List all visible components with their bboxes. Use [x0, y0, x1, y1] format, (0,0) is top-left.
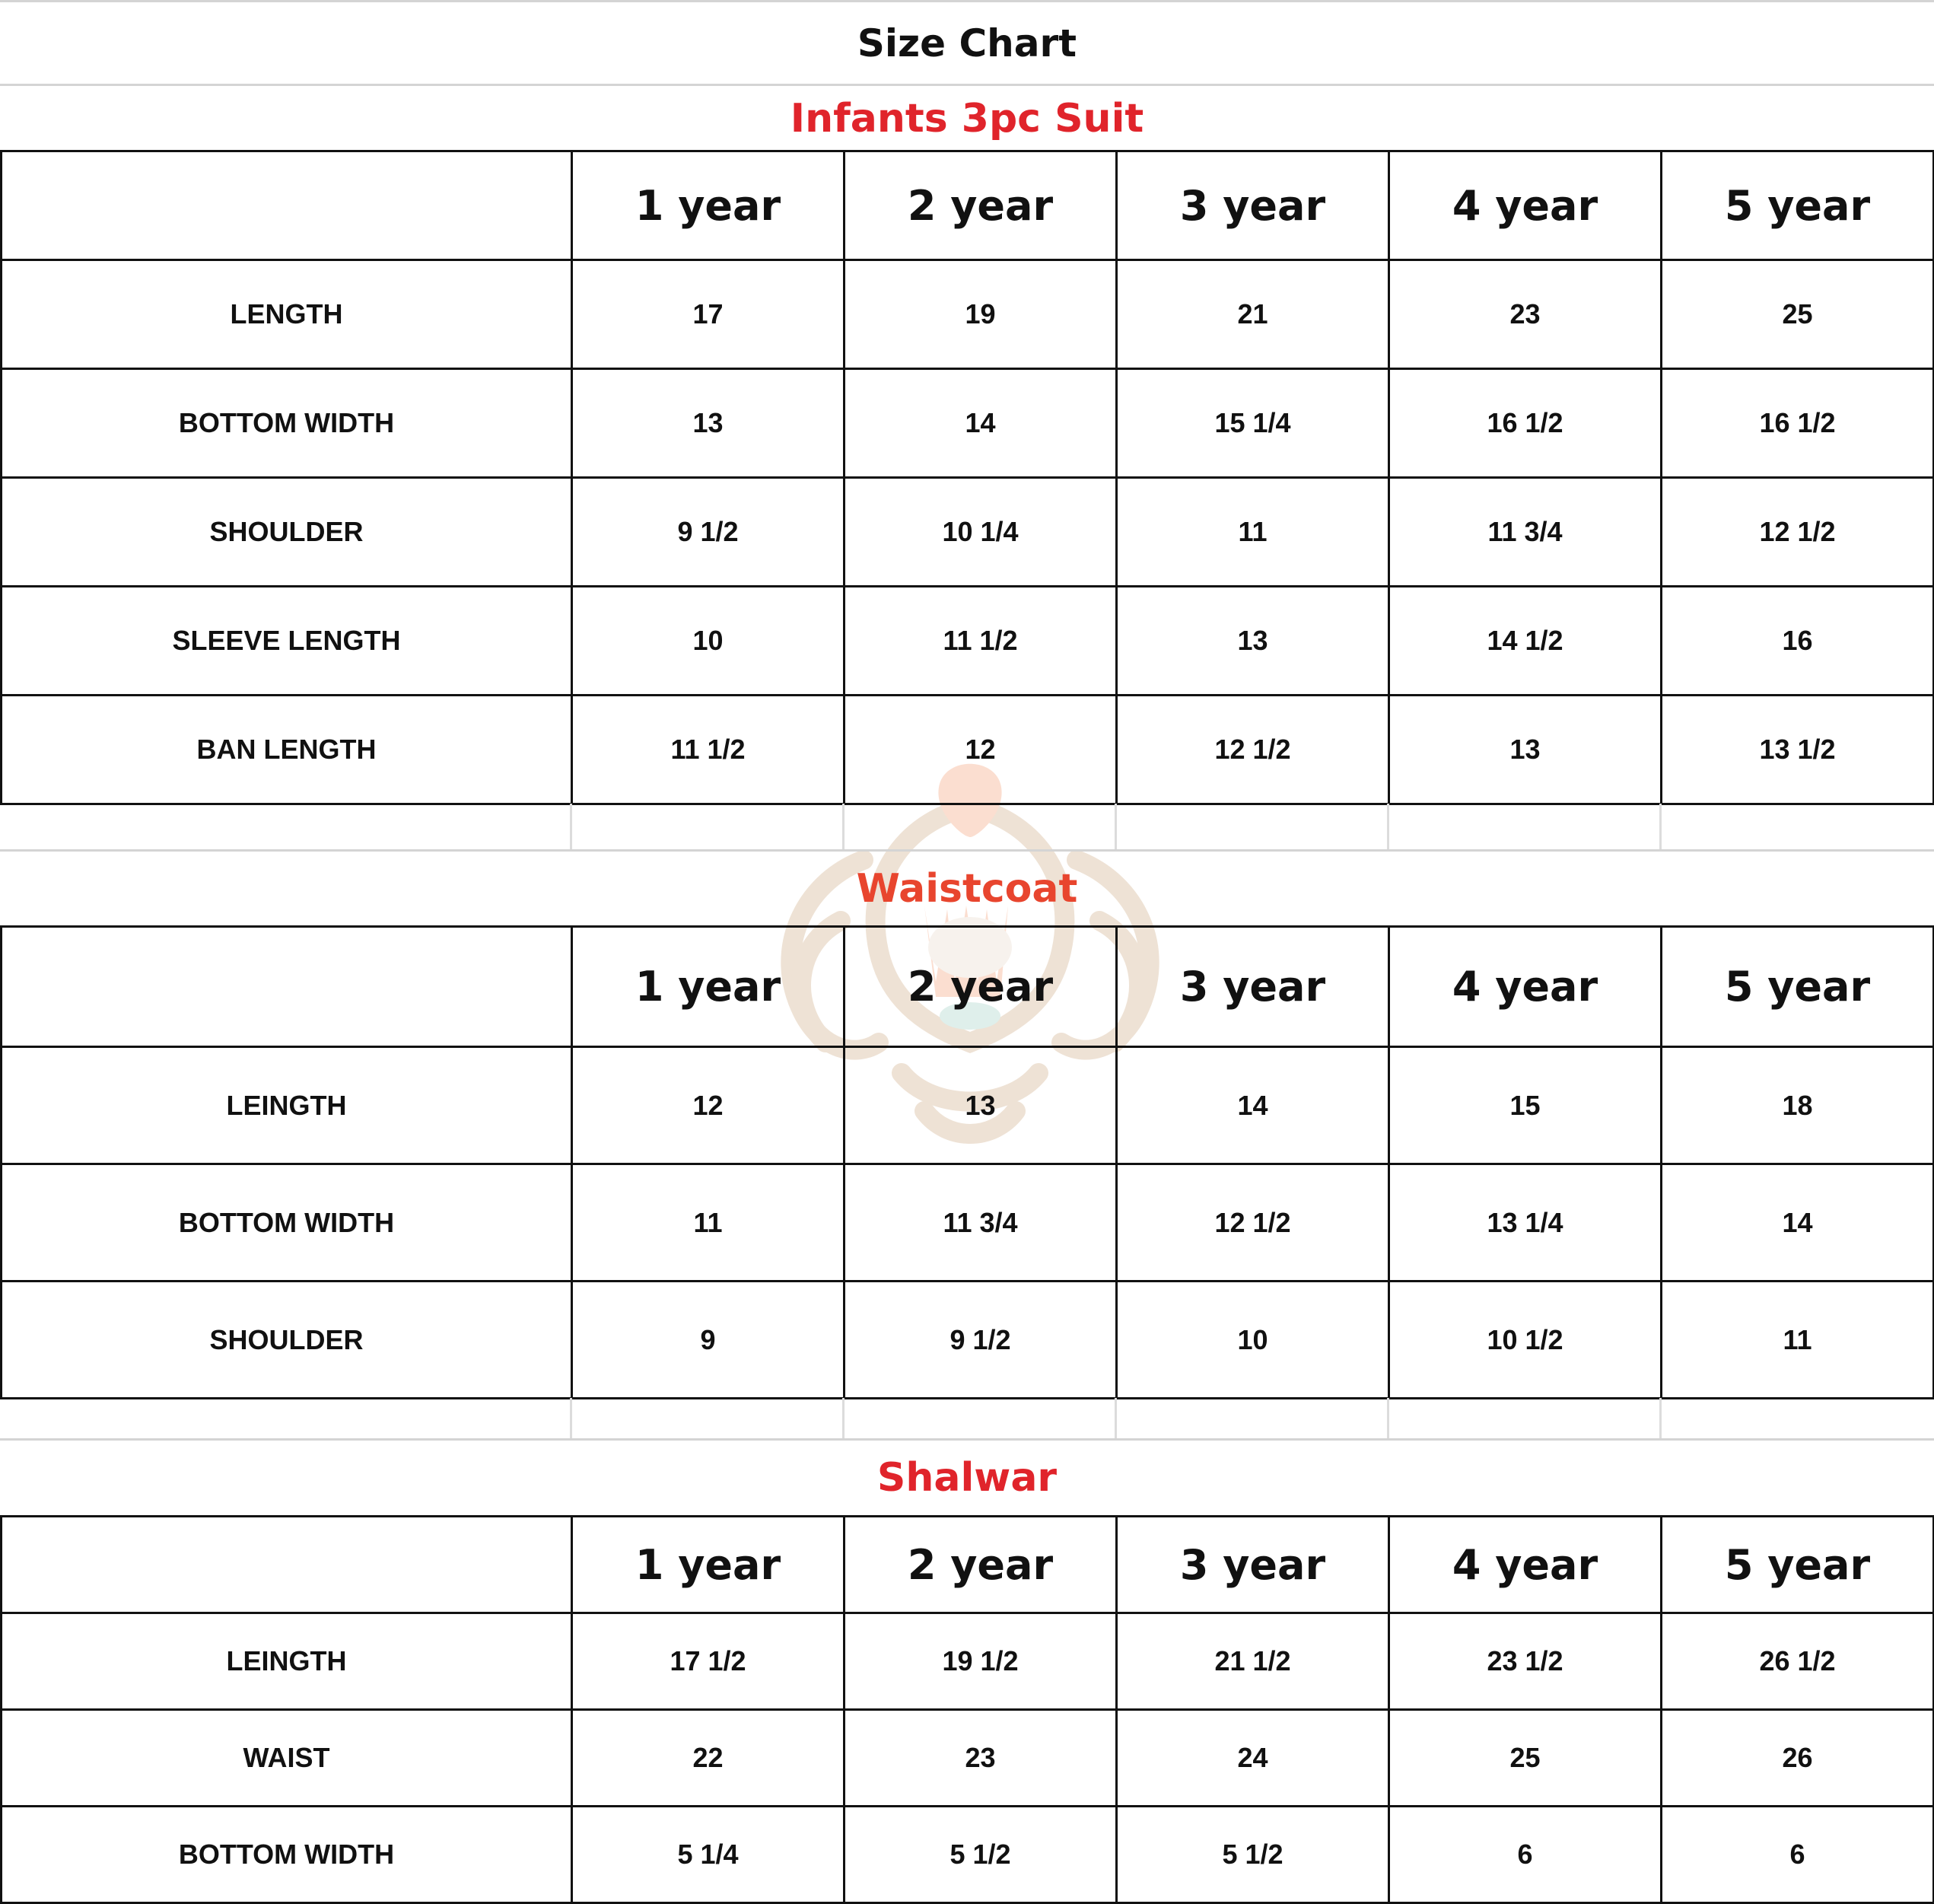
size-value: 16 [1662, 587, 1934, 696]
size-value: 11 [572, 1164, 845, 1282]
column-header: 2 year [845, 927, 1117, 1047]
column-header: 4 year [1389, 1517, 1662, 1613]
table-row [2, 1710, 1934, 1807]
size-value: 25 [1389, 1710, 1662, 1807]
size-value: 9 1/2 [572, 478, 845, 587]
size-value: 13 1/4 [1389, 1164, 1662, 1282]
waistcoat-size-table [0, 925, 1934, 1399]
spacer-row [0, 804, 1934, 849]
section-title-row-infants [0, 86, 1934, 151]
size-value: 13 [1117, 587, 1389, 696]
size-value: 10 1/2 [1389, 1282, 1662, 1399]
table-row [2, 587, 1934, 696]
column-header: 1 year [572, 151, 845, 260]
size-value: 16 1/2 [1662, 369, 1934, 478]
size-value: 15 1/4 [1117, 369, 1389, 478]
table-header-row [2, 927, 1934, 1047]
size-value: 13 [845, 1047, 1117, 1164]
column-header: 5 year [1662, 927, 1934, 1047]
column-header: 3 year [1117, 151, 1389, 260]
size-value: 23 [845, 1710, 1117, 1807]
size-value: 11 3/4 [1389, 478, 1662, 587]
column-header: 4 year [1389, 927, 1662, 1047]
size-value: 11 1/2 [572, 696, 845, 804]
size-value: 12 1/2 [1662, 478, 1934, 587]
column-header: 1 year [572, 927, 845, 1047]
table-row [2, 1047, 1934, 1164]
size-value: 22 [572, 1710, 845, 1807]
section-title-shalwar: Shalwar [876, 1455, 1058, 1501]
size-value: 13 [572, 369, 845, 478]
size-value: 19 1/2 [845, 1613, 1117, 1710]
size-value: 10 1/4 [845, 478, 1117, 587]
section-title-waistcoat: Waistcoat [856, 866, 1078, 912]
row-label: SLEEVE LENGTH [2, 587, 572, 696]
column-header: 3 year [1117, 1517, 1389, 1613]
column-header: 2 year [845, 151, 1117, 260]
size-value: 6 [1389, 1807, 1662, 1903]
table-row [2, 478, 1934, 587]
table-row [2, 1282, 1934, 1399]
size-value: 5 1/4 [572, 1807, 845, 1903]
size-value: 13 1/2 [1662, 696, 1934, 804]
column-header: 5 year [1662, 151, 1934, 260]
size-value: 24 [1117, 1710, 1389, 1807]
size-value: 11 [1117, 478, 1389, 587]
section-title-infants: Infants 3pc Suit [790, 95, 1144, 142]
column-header: 2 year [845, 1517, 1117, 1613]
size-value: 15 [1389, 1047, 1662, 1164]
table-row [2, 260, 1934, 369]
size-value: 10 [572, 587, 845, 696]
size-value: 9 1/2 [845, 1282, 1117, 1399]
size-value: 12 [572, 1047, 845, 1164]
size-value: 14 1/2 [1389, 587, 1662, 696]
size-value: 12 1/2 [1117, 1164, 1389, 1282]
row-label: SHOULDER [2, 478, 572, 587]
size-value: 6 [1662, 1807, 1934, 1903]
section-title-row-waistcoat [0, 851, 1934, 927]
table-row [2, 1164, 1934, 1282]
row-label: WAIST [2, 1710, 572, 1807]
size-value: 26 1/2 [1662, 1613, 1934, 1710]
row-label: LEINGTH [2, 1613, 572, 1710]
column-header: 5 year [1662, 1517, 1934, 1613]
size-value: 21 [1117, 260, 1389, 369]
size-value: 14 [1662, 1164, 1934, 1282]
column-header: 3 year [1117, 927, 1389, 1047]
row-label: BOTTOM WIDTH [2, 1164, 572, 1282]
row-label: BOTTOM WIDTH [2, 1807, 572, 1903]
size-value: 5 1/2 [845, 1807, 1117, 1903]
table-row [2, 696, 1934, 804]
size-value: 23 1/2 [1389, 1613, 1662, 1710]
size-value: 23 [1389, 260, 1662, 369]
row-label: LEINGTH [2, 1047, 572, 1164]
header-blank-cell [2, 1517, 572, 1613]
row-label: SHOULDER [2, 1282, 572, 1399]
size-value: 14 [1117, 1047, 1389, 1164]
size-value: 12 [845, 696, 1117, 804]
table-row [2, 1613, 1934, 1710]
page-title: Size Chart [857, 21, 1077, 65]
size-value: 5 1/2 [1117, 1807, 1389, 1903]
size-value: 25 [1662, 260, 1934, 369]
section-title-row-shalwar [0, 1440, 1934, 1516]
row-label: LENGTH [2, 260, 572, 369]
header-blank-cell [2, 927, 572, 1047]
size-value: 11 [1662, 1282, 1934, 1399]
spacer-row [0, 1398, 1934, 1440]
page-title-row [0, 2, 1934, 84]
size-value: 12 1/2 [1117, 696, 1389, 804]
size-value: 14 [845, 369, 1117, 478]
size-value: 11 1/2 [845, 587, 1117, 696]
size-value: 17 1/2 [572, 1613, 845, 1710]
size-value: 13 [1389, 696, 1662, 804]
table-header-row [2, 1517, 1934, 1613]
size-value: 9 [572, 1282, 845, 1399]
size-value: 19 [845, 260, 1117, 369]
size-value: 16 1/2 [1389, 369, 1662, 478]
row-label: BAN LENGTH [2, 696, 572, 804]
size-value: 21 1/2 [1117, 1613, 1389, 1710]
row-label: BOTTOM WIDTH [2, 369, 572, 478]
infants-size-table [0, 150, 1934, 805]
size-value: 26 [1662, 1710, 1934, 1807]
shalwar-size-table [0, 1515, 1934, 1904]
size-value: 10 [1117, 1282, 1389, 1399]
table-row [2, 369, 1934, 478]
table-header-row [2, 151, 1934, 260]
size-value: 17 [572, 260, 845, 369]
column-header: 1 year [572, 1517, 845, 1613]
size-value: 11 3/4 [845, 1164, 1117, 1282]
header-blank-cell [2, 151, 572, 260]
column-header: 4 year [1389, 151, 1662, 260]
size-value: 18 [1662, 1047, 1934, 1164]
table-row [2, 1807, 1934, 1903]
